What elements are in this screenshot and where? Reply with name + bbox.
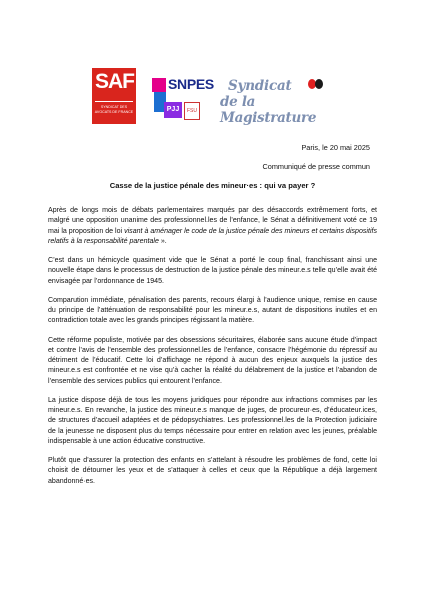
snpes-logo-text: SNPES (168, 76, 214, 92)
logo-bar (92, 68, 352, 124)
snpes-logo-block-pink (152, 78, 166, 92)
saf-logo (92, 68, 136, 124)
press-release-date: Paris, le 20 mai 2025 (301, 143, 370, 152)
syndicat-magistrature-logo (220, 78, 340, 126)
fsu-logo-text: FSU (184, 102, 200, 120)
saf-logo-text: SAF (95, 70, 134, 93)
sm-logo-line1: Syndicat (228, 78, 292, 94)
paragraph-1-end: ». (158, 237, 167, 245)
paragraph-1-intro: Après de longs mois de débats parlementaires marqués par des désaccords extrêmement forts, et malgré une opposition unanime des professionnel.les de l’enfance, le Sénat a définitivement voté ce 19 mai la proposition de loi (48, 207, 377, 235)
paragraph-3: Comparution immédiate, pénalisation des parents, recours élargi à l’audience unique, remise en cause du principe de l’atténuation de responsabilité pour les mineur.e.s, autant de dispositions inutiles et en contradiction totale avec les grands principes régissant la matière. (48, 296, 377, 325)
saf-logo-divider (95, 101, 133, 102)
paragraph-2: C’est dans un hémicycle quasiment vide que le Sénat a porté le coup final, franchissant ainsi une nouvelle étape dans le processus de destruction de la justice pénale des mineur.e.s telle qu’elle avait été envisagée par l’ordonnance de 1945. (48, 257, 377, 285)
paragraph-6: Plutôt que d’assurer la protection des enfants en s’attelant à résoudre les problèmes de fond, cette loi choisit de détourner les yeux et de s’attaquer à celles et ceux que la République a déjà largement abandonné·es. (48, 457, 377, 485)
paragraph-5: La justice dispose déjà de tous les moyens juridiques pour répondre aux infractions commises par les mineur.e.s. En revanche, la justice des mineur.e.s manque de juges, de procureur·es, d’éducateur.ices, de structures d’accueil adaptées et de pédopsychiatres. Les professionnel.les de la Protection judiciaire de la jeunesse ne disposent plus du temps nécessaire pour entrer en relation avec les jeunes, préalable indispensable à une action éducative constructive. (48, 396, 377, 445)
snpes-pjj-logo (150, 74, 214, 124)
press-release-type: Communiqué de presse commun (262, 162, 370, 171)
law-title: visant à aménager le code de la justice pénale des mineurs et certains dispositifs relatifs à la responsabilité parentale (48, 227, 377, 245)
document-body (48, 206, 377, 496)
paragraph-1 (48, 206, 377, 247)
document-title: Casse de la justice pénale des mineur·es : qui va payer ? (109, 181, 316, 190)
sm-logo-line2: de la Magistrature (220, 94, 317, 126)
saf-logo-subtitle: SYNDICAT DES AVOCATS DE FRANCE (94, 105, 134, 114)
sm-logo-black-dot (315, 79, 323, 89)
paragraph-4: Cette réforme populiste, motivée par des obsessions sécuritaires, élaborée sans aucune étude d’impact et contre l’avis de l’ensemble des professionnel.les de l’enfance, consacre l’hégémonie du répressif au détriment de l’éducatif. Cette loi d’affichage ne répond à aucun des enjeux auxquels la justice des mineur.e.s est confrontée et ne vise qu’à cacher la réalité du délabrement de la justice et l’abandon de l’ensemble des services publics qui entourent l’enfance. (48, 336, 377, 385)
pjj-logo-text: PJJ (164, 102, 182, 118)
